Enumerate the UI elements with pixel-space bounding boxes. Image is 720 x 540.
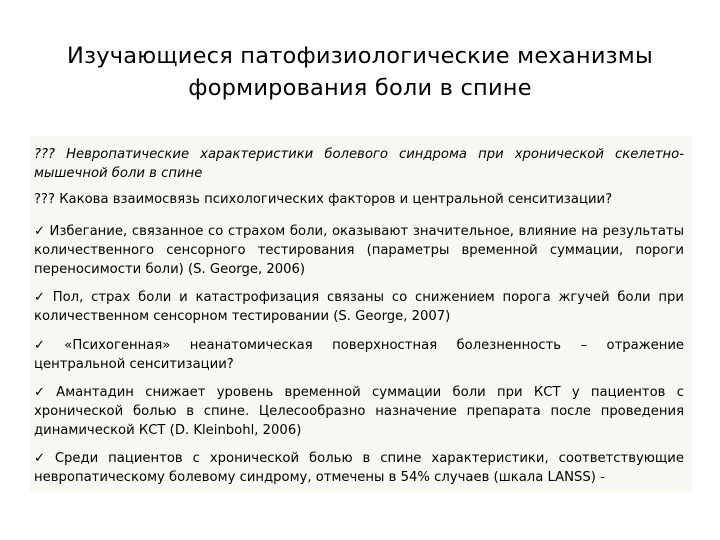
checkmark-item-4 bbox=[34, 383, 684, 440]
paragraph-text: Амантадин снижает уровень временной суммации боли при КСТ у пациентов с хронической болью в спине. Целесообразно назначение препарата после проведения динамической КСТ (D. Kleinbohl, 2006) bbox=[34, 385, 684, 438]
checkmark-icon: ✓ bbox=[34, 224, 46, 239]
slide-title bbox=[40, 40, 680, 104]
checkmark-icon: ✓ bbox=[34, 290, 49, 305]
checkmark-icon: ✓ bbox=[34, 338, 61, 353]
slide-title-line-1: Изучающиеся патофизиологические механизмы bbox=[67, 43, 653, 69]
checkmark-item-5 bbox=[34, 449, 684, 487]
checkmark-item-3 bbox=[34, 336, 684, 374]
paragraph-text: Пол, страх боли и катастрофизация связаны со снижением порога жгучей боли при количественном сенсорном тестировании (S. George, 2007) bbox=[34, 290, 684, 324]
question-paragraph-1 bbox=[34, 145, 684, 183]
paragraph-text: «Психогенная» неанатомическая поверхностная болезненность – отражение центральной сенситизации? bbox=[34, 338, 685, 372]
paragraph-text: ??? Какова взаимосвязь психологических факторов и центральной сенситизации? bbox=[34, 192, 613, 207]
paragraph-text: Среди пациентов с хронической болью в спине характеристики, соответствующие невропатическому болевому синдрому, отмечены в 54% случаев (шкала LANSS) - bbox=[34, 451, 684, 485]
checkmark-item-2 bbox=[34, 288, 684, 326]
checkmark-icon: ✓ bbox=[34, 385, 53, 400]
question-paragraph-2 bbox=[34, 190, 684, 209]
slide-title-line-2: формирования боли в спине bbox=[188, 75, 532, 101]
checkmark-item-1 bbox=[34, 222, 684, 279]
paragraph-text: Избегание, связанное со страхом боли, оказывают значительное, влияние на результаты количественного сенсорного тестирования (параметры временной суммации, пороги переносимости боли) (S. George, 2006) bbox=[34, 224, 684, 277]
checkmark-icon: ✓ bbox=[34, 451, 51, 466]
paragraph-text: ??? Невропатические характеристики болевого синдрома при хронической скелетно-мышечной боли в спине bbox=[34, 147, 684, 181]
